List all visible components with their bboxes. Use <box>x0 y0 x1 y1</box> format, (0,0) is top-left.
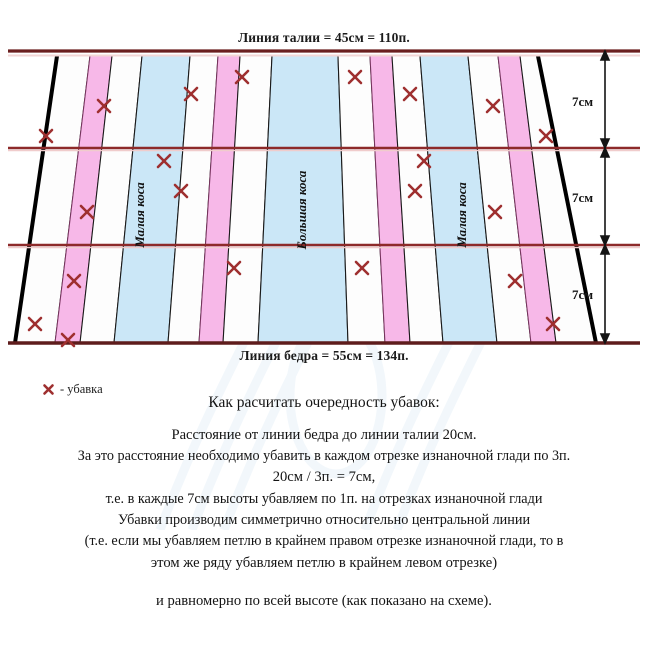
segment-height-label-3: 7см <box>572 287 594 302</box>
instructions-block <box>0 395 648 609</box>
instructions-closing: и равномерно по всей высоте (как показано на схеме). <box>156 593 492 610</box>
segment-height-label-1: 7см <box>572 94 594 109</box>
waist-line <box>8 51 640 56</box>
segment-height-label-2: 7см <box>572 190 594 205</box>
instructions-heading: Как расчитать очередность убавок: <box>208 394 440 411</box>
waist-line-label: Линия талии = 45см = 110п. <box>238 30 410 45</box>
instructions-line-4: т.е. в каждые 7см высоты убавляем по 1п. на отрезках изнаночной глади <box>105 490 543 507</box>
panel-label-small-braid-left: Малая коса <box>132 182 147 248</box>
panel-label-small-braid-right: Малая коса <box>454 182 469 248</box>
instructions-line-6: (т.е. если мы убавляем петлю в крайнем правом отрезке изнаночной глади, то в <box>84 533 564 550</box>
dimension-arrows <box>601 51 609 343</box>
instructions-line-5: Убавки производим симметрично относительно центральной линии <box>117 512 531 529</box>
instructions-line-3: 20см / 3п. = 7см, <box>272 469 376 486</box>
instructions-spacer <box>0 577 648 594</box>
instructions-line-2: За это расстояние необходимо убавить в каждом отрезке изнаночной глади по 3п. <box>77 448 571 465</box>
legend-text: - убавка <box>60 382 103 396</box>
instructions-line-1: Расстояние от линии бедра до линии талии 20см. <box>171 426 477 443</box>
hip-line-label: Линия бедра = 55см = 134п. <box>239 348 409 363</box>
panel-label-big-braid-center: Большая коса <box>294 170 309 250</box>
instructions-line-7: этом же ряду убавляем петлю в крайнем левом отрезке) <box>150 554 498 571</box>
